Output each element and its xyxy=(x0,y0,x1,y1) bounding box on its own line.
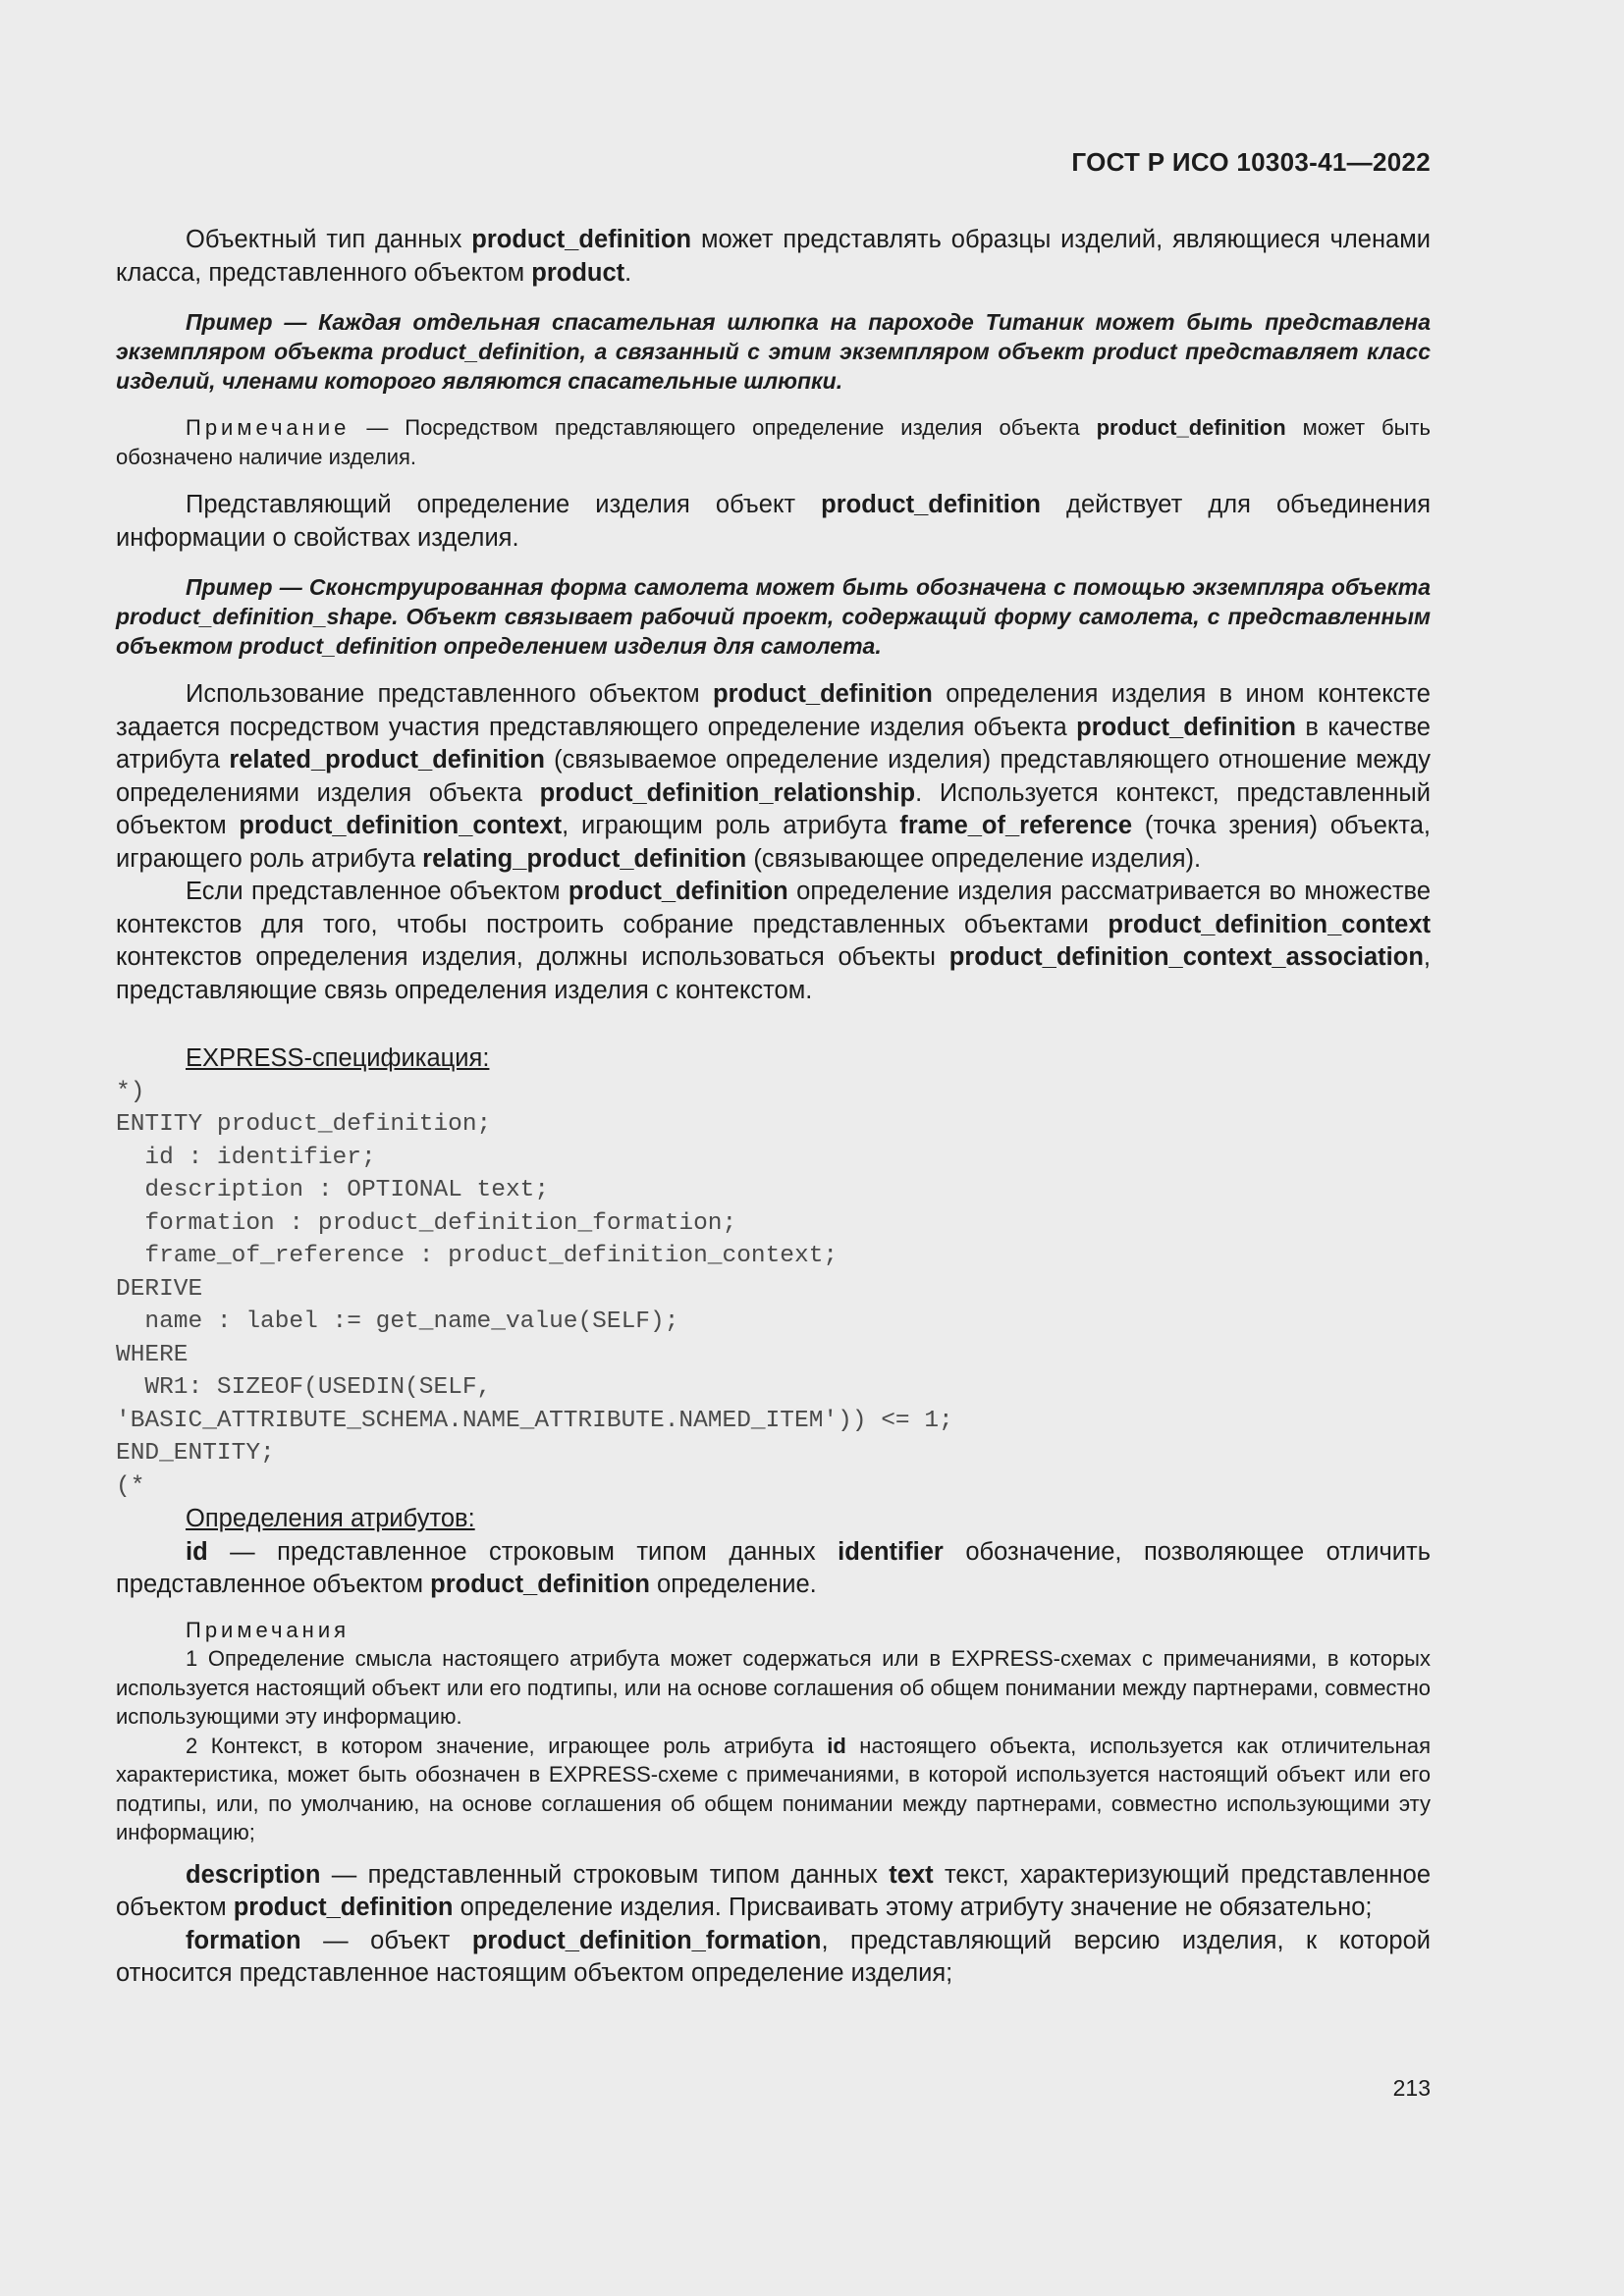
note-label: Примечание xyxy=(186,415,351,440)
term-product-definition: product_definition xyxy=(471,226,692,253)
document-id-header: ГОСТ Р ИСО 10303-41—2022 xyxy=(1071,147,1431,177)
example-aircraft: Пример — Сконструированная форма самолета может быть обозначена с помощью экземпляра объекта product_definition_shape. Объект связывает рабочий проект, содержащий форму самолета, с представленным объектом product_definition определением изделия для самолета. xyxy=(116,574,1431,659)
attribute-id-definition: id — представленное строковым типом данных identifier обозначение, позволяющее отличить представленное объектом product_definition определение. xyxy=(116,1537,1431,1598)
note-product-existence: Примечание — Посредством представляющего определение изделия объекта product_definition может быть обозначено наличие изделия. xyxy=(116,415,1431,469)
attribute-definitions-heading: Определения атрибутов: xyxy=(186,1505,475,1532)
paragraph-product-definition-intro: Объектный тип данных product_definition может представлять образцы изделий, являющиеся членами класса, представленного объектом product. xyxy=(116,226,1431,287)
paragraph-multiple-contexts: Если представленное объектом product_definition определение изделия рассматривается во множестве контекстов для того, чтобы построить собрание представленных объектами product_definition_context контекстов определения изделия, должны использоваться объекты product_definition_context_association, представляющие связь определения изделия с контекстом. xyxy=(116,878,1431,1004)
note-1: 1 Определение смысла настоящего атрибута может содержаться или в EXPRESS-схемах с примечаниями, в которых используется настоящий объект или его подтипы, или на основе соглашения об общем понимании между партнерами, совместно использующими эту информацию. xyxy=(116,1646,1431,1729)
term-product: product xyxy=(531,258,625,287)
express-code-block: *) ENTITY product_definition; id : identifier; description : OPTIONAL text; formation : product_definition_formation; frame_of_reference : product_definition_context; DERIVE name : label := get_name_value(SELF); WHERE WR1: SIZEOF(USEDIN(SELF, 'BASIC_ATTRIBUTE_SCHEMA.NAME_ATTRIBUTE.NAMED_ITEM')) <= 1; END_ENTITY; (* xyxy=(116,1078,953,1500)
notes-title: Примечания xyxy=(186,1617,351,1642)
express-specification-heading: EXPRESS-спецификация: xyxy=(186,1044,490,1072)
paragraph-context-usage: Использование представленного объектом product_definition определения изделия в ином контексте задается посредством участия представляющего определение изделия объекта product_definition в качестве атрибута related_product_definition (связываемое определение изделия) представляющего отношение между определениями изделия объекта product_definition_relationship. Используется контекст, представленный объектом product_definition_context, играющим роль атрибута frame_of_reference (точка зрения) объекта, играющего роль атрибута relating_product_definition (связывающее определение изделия). xyxy=(116,680,1431,873)
document-page xyxy=(116,0,1431,2296)
attribute-description-definition: description — представленный строковым типом данных text текст, характеризующий представленное объектом product_definition определение изделия. Присваивать этому атрибуту значение не обязательно; xyxy=(116,1860,1432,1921)
page-number: 213 xyxy=(1392,2075,1431,2101)
note-2: 2 Контекст, в котором значение, играющее роль атрибута id настоящего объекта, используется как отличительная характеристика, может быть обозначен в EXPRESS-схеме с примечаниями, в которой используется настоящий объект или его подтипы, или, по умолчанию, на основе соглашения об общем понимании между партнерами, совместно использующими эту информацию; xyxy=(116,1733,1431,1844)
page-content xyxy=(116,224,1431,1991)
example-titanic: Пример — Каждая отдельная спасательная шлюпка на пароходе Титаник может быть представлена экземпляром объекта product_definition, а связанный с этим экземпляром объект product представляет класс изделий, членами которого являются спасательные шлюпки. xyxy=(116,309,1431,394)
attribute-formation-definition: formation — объект product_definition_formation, представляющий версию изделия, к которой относится представленное настоящим объектом определение изделия; xyxy=(116,1926,1431,1987)
paragraph-properties: Представляющий определение изделия объект product_definition действует для объединения информации о свойствах изделия. xyxy=(116,491,1431,552)
